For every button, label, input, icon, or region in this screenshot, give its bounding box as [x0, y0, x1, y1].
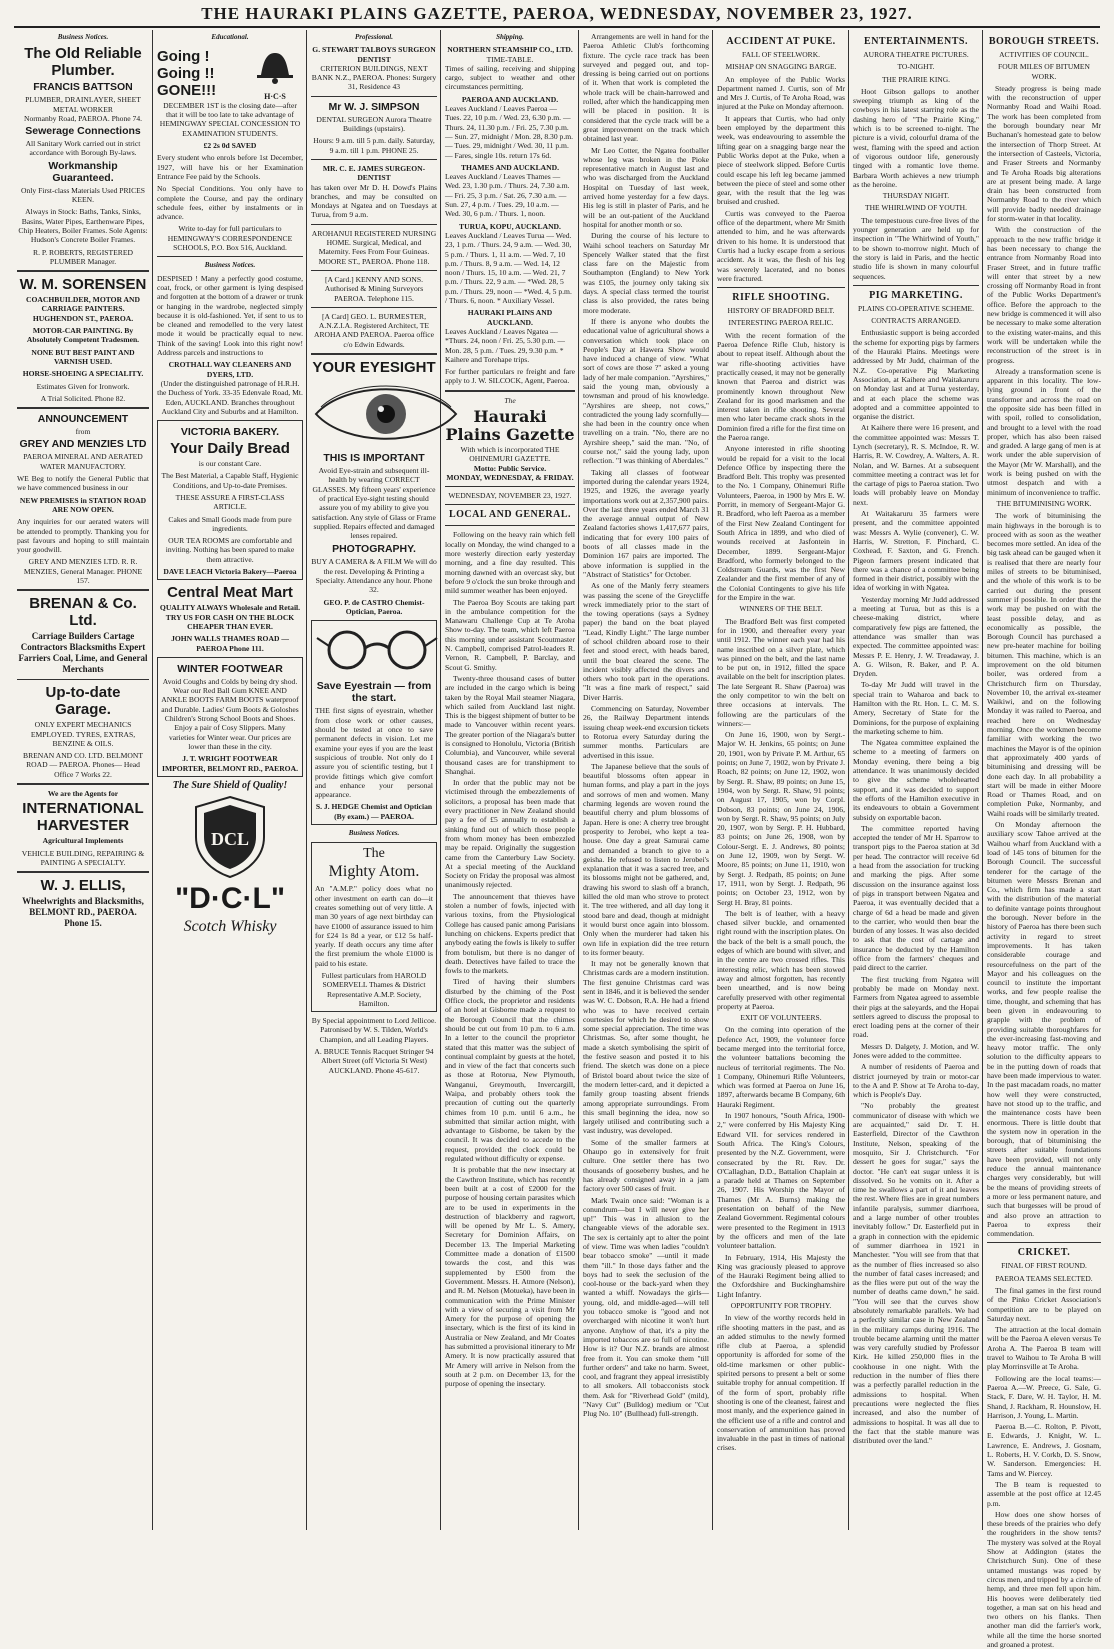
- ad-text: Agricultural Implements: [42, 836, 124, 846]
- ad-text: Write to-day for full particulars to HEMINGWAY'S CORRESPONDENCE SCHOOLS, P.O. Box 516, Auckland.: [167, 224, 293, 253]
- article-paragraph: The tempestuous cure-free lives of the younger generation are held up for inspection in "The Whirlwind of Youth," to be shown to-morrow night. Much of the story is laid in Paris, and the hectic studio life is shown in many colourful sequences.: [853, 215, 979, 281]
- optician-ad: [311, 620, 437, 825]
- section-header: Business Notices.: [204, 261, 256, 270]
- ad-text: OUR TEA ROOMS are comfortable and inviting. Nothing has been spared to make them attractive.: [165, 536, 295, 564]
- article-paragraph: The work of bituminising the main highways in the borough is to proceed with as soon as the weather becomes more settled. An idea of the big task ahead can be gauged when it is realised that there are nearly four miles of streets to be bituminised, and the whole of this work is to be carried out during the present summer if possible. In order that the work may be pushed on with the least possible delay, and as economically as possible, the Borough Council has purchased a new pre-heater machine for boiling bitumen. This machine, which is an improvement on the old bitumen boiler, was ordered from a Christchurch firm on Thursday, November 10, the arrival ex-steamer Waikiwi, and on the following Monday it was railed to Paeroa, and reached here on Wednesday morning. Once the workmen become familiar with working the two machines the Mayor is of the opinion that approximately 400 yards of bituminising and dressing will be done each day. In all probability a start will be made in either Moore Road or Thames Road, and on completion Puke, Normanby, and Waihi roads will be similarly treated.: [987, 511, 1101, 818]
- bakery-ad: [157, 420, 303, 580]
- ad-text: All Sanitary Work carried out in strict accordance with Borough By-laws.: [25, 139, 141, 158]
- ad-text: Scotch Whisky: [183, 918, 277, 936]
- article-paragraph: Arrangements are well in hand for the Paeroa Athletic Club's forthcoming fixture. The cycle race track has been surveyed and pegged out, and top-dressing is being carried out on portions of it. When that work is completed the whole track will be chain-harrowed and rolled, after which the handicapping men will be placed in position. It is considered that the cycle track will be a great improvement on the track which obtained last year.: [583, 32, 709, 144]
- article-paragraph: Taking all classes of footwear imported during the calendar years 1924, 1925, and 1926, the average yearly importations work out at 2,357,900 pairs. Over the last three years ended March 31 the average annual output of New Zealand factories shows 1,417,677 pairs, indicating that for every 100 pairs of boots of all classes made in the Dominion 167 pairs are imported. The above information is supplied in the "Abstract of Statistics" for October.: [583, 467, 709, 579]
- article-paragraph: In order that the public may not be victimised through the embezzlements of solicitors, a proposal has been made that every practitioner in New Zealand should pay a fee of £5 annually to establish a sinking fund out of which those people from whom money has been embezzled may be repaid. Originally the suggestion came from the Canterbury Law Society. At a special meeting of the Auckland Society on Friday the proposal was almost unanimously rejected.: [445, 778, 575, 890]
- divider: [311, 270, 437, 271]
- article-subtitle: FINAL OF FIRST ROUND.: [1001, 1261, 1087, 1271]
- ad-text: ONLY EXPERT MECHANICS EMPLOYED. TYRES, EXTRAS, BENZINE & OILS.: [30, 720, 136, 748]
- issue-date: WEDNESDAY, NOVEMBER 23, 1927.: [448, 491, 572, 501]
- article-paragraph: An employee of the Public Works Department named J. Curtis, son of Mr and Mrs J. Curtis, of Te Aroha Road, was injured at the Puke on Monday afternoon.: [717, 74, 845, 112]
- column-rule: [306, 30, 307, 1530]
- ad-text: S. J. HEDGE Chemist and Optician (By exam.) — PAEROA.: [315, 802, 433, 821]
- article-paragraph: Already a transformation scene is apparent in this locality. The low-lying ground in front of the transformer and across the road on the opposite side has been filled in with spoil, rolled to consolidation, and brought to a level with the road proper, which has also been raised and graded. A large gang of men is at work under the able supervision of the Mayor (Mr W. Marshall), and the work is being pushed on with the utmost despatch and with a minimum of inconvenience to traffic.: [987, 366, 1101, 497]
- article-paragraph: Paeroa B.—C. Rolton, P. Pivott, E. Edwards, J. Knight, W. L. Lawrence, E. Andrews, J. Gosnam, L. Roberts, H. V. Corkb, D. S. Snow, W. Sanderson. Emergencies: H. Tams and W. Piercey.: [987, 1422, 1101, 1478]
- ad-text: A Trial Solicited. Phone 82.: [40, 393, 126, 403]
- article-paragraph: The Ngatea committee explained the scheme to a meeting of farmers on Monday evening, there being a big attendance. It was unanimously decided to give the scheme wholehearted support, and it was decided to support the efforts of the Hamilton executive in its endeavours to obtain a Government subsidy on exportable bacon.: [853, 738, 979, 822]
- ad-text: DESPISED ! Many a perfectly good costume, coat, frock, or other garment is lying despised and forgotten at the bottom of a drawer or trunk or hanging in the wardrobe, neglected simply because it is old-fashioned. Yet, if sent to us to be cleaned and remodelled to the very latest mode it would be practically equal to new. Think of the saving! Look into this right now! Address parcels and instructions to: [157, 273, 303, 358]
- ad-title: NORTHERN STEAMSHIP CO., LTD.: [447, 45, 573, 55]
- article-paragraph: Hoot Gibson gallops to another sweeping triumph as king of the cowboys in his latest starring role as the dashing hero of "The Prairie King," which is to be screened to-night. The picture is a vivid, colourful drama of the west, flaming with the speed and action of vigorous outdoor life, generously tinged with a romantic love theme. Barbara Worth achieves a new triumph as the heroine.: [853, 86, 979, 189]
- ad-text: A. BRUCE Tennis Racquet Stringer 94 Albert Street (off Victoria St West) AUCKLAND. Phone 45-617.: [314, 1047, 434, 1075]
- ad-text: MOTOR-CAR PAINTING. By Absolutely Competent Tradesmen.: [26, 326, 140, 345]
- ad-text: Any inquiries for our aerated waters will be attended to promptly. Thanking you for past favours and hoping to still maintain your goodwill.: [17, 517, 149, 555]
- shield-icon: [190, 793, 270, 879]
- route-title: PAEROA AND AUCKLAND.: [461, 94, 559, 104]
- svg-text:DCL: DCL: [210, 829, 250, 850]
- ad-text: No Special Conditions. You only have to complete the Course, and pay the ordinary schedule fees, either by instalments or in advance.: [157, 184, 303, 222]
- ad-text: Estimates Given for Ironwork.: [36, 381, 130, 391]
- ad-title: G. STEWART TALBOYS SURGEON DENTIST: [312, 45, 436, 64]
- ad-text: has taken over Mr D. H. Dowd's Plains branches, and may be consulted on Mondays at Ngatea and on Tuesdays at Turua, from 9 a.m.: [311, 182, 437, 220]
- article-paragraph: Curtis was conveyed to the Paeroa office of the department, where Mr Smith attended to him, and he was afterwards driven to his home. It is understood that Curtis had a lucky escape from a serious accident. As it was, the flesh of his leg was severely lacerated, and no bones were fractured.: [717, 208, 845, 283]
- ad-title: W. J. ELLIS,: [40, 877, 126, 895]
- column-rule: [440, 30, 441, 1530]
- ad-title: MR. C. E. JAMES SURGEON-DENTIST: [322, 163, 426, 183]
- ad-title: Workmanship Guaranteed.: [48, 159, 118, 184]
- ad-text: PAEROA MINERAL AND AERATED WATER MANUFACTORY.: [23, 452, 143, 471]
- section-header: Shipping.: [496, 33, 524, 41]
- ad-title: Sewerage Connections: [25, 125, 141, 138]
- article-paragraph: In February, 1914, His Majesty the King was graciously pleased to approve of the Hauraki Regiment being allied to the Oxfordshire and Buckinghamshire Light Infantry.: [717, 1252, 845, 1299]
- ad-title: CROTHALL WAY CLEANERS AND DYERS, LTD.: [168, 360, 292, 379]
- route-title: TURUA, KOPU, AUCKLAND.: [459, 221, 561, 231]
- ad-text: WE Beg to notify the General Public that we have commenced business in our: [17, 474, 149, 493]
- column-6: [714, 32, 848, 1530]
- article-paragraph: Mr Leo Cotter, the Ngatea footballer whose leg was broken in the Pioke representative match in August last and who was discharged from the Auckland Hospital on Tuesday of last week, arrived home yesterday for a few days. His leg is still in plaster of Paris, and he will be an out-patient of the Auckland hospital for another month or so.: [583, 145, 709, 229]
- ad-text: Every student who enrols before 1st December, 1927, will have his or her Examination Entrance Fee paid by the Schools.: [157, 153, 303, 181]
- ad-title: Mr W. J. SIMPSON: [328, 100, 420, 113]
- column-rule: [152, 30, 153, 1530]
- article-subtitle: AURORA THEATRE PICTURES.: [863, 50, 969, 59]
- ad-text: TIME-TABLE.: [486, 54, 534, 64]
- divider: [157, 256, 303, 257]
- route-schedule: Leaves Auckland / Leaves Paeroa — Tues. 22, 10 p.m. / Wed. 23, 6.30 p.m. — Thurs. 24, 11.30 p.m. / Fri. 25, 7.30 p.m. — Sun. 27, midnight / Mon. 28, 8.30 p.m. — Tues. 29, midnight / Wed. 30, 11 p.m. — Fares, single 10s. return 17s 6d.: [445, 104, 574, 160]
- article-subtitle: INTERESTING PAEROA RELIC.: [728, 318, 834, 328]
- ad-text: DENTAL SURGEON Aurora Theatre Buildings (upstairs).: [316, 114, 432, 134]
- ad-text: is our constant Care.: [198, 459, 262, 469]
- ad-text: For further particulars re freight and fare apply to J. W. SILCOCK, Agent, Paeroa.: [445, 367, 575, 386]
- ad-text: NONE BUT BEST PAINT AND VARNISH USED.: [31, 347, 135, 366]
- ad-name: FRANCIS BATTSON: [33, 81, 133, 94]
- ad-text: JOHN WALLS THAMES ROAD — PAEROA Phone 111.: [171, 634, 289, 653]
- column-1: [14, 32, 152, 1530]
- hcs-ad-head: [157, 45, 303, 101]
- column-rule: [848, 30, 849, 1530]
- divider: [853, 285, 979, 286]
- glasses-icon: [315, 624, 439, 676]
- article-paragraph: The belt is of leather, with a heavy chased silver buckle, and ornamented right round with the inscription plates. On the back of the belt is a small pouch, the edges of which are bound with silver, and in the centre are two crossed rifles. This interesting relic, which has been stowed away and almost forgotten, has recently been unearthed, and is now being carefully preserved with other regimental property at Paeroa.: [717, 908, 845, 1011]
- divider: [987, 1242, 1101, 1243]
- article-paragraph: The attraction at the local domain will be the Paeroa A eleven versus Te Aroha A. The Paeroa B team will travel to Waihou to Te Aroha B will play Morrinsville at Te Aroha.: [987, 1325, 1101, 1372]
- article-paragraph: On June 16, 1900, won by Sergt.-Major W. H. Jenkins, 65 points; on June 20, 1901, won by Private P. M. Arthur, 65 points; on June 7, 1902, won by Private J. Roach, 82 points; on June 12, 1902, won by Sergt. R. Shaw, 89 points; on June 15, 1904, won by Sergt. R. Shaw, 91 points; on August 17, 1905, won by Corpl. Dobson, 83 points; on June 24, 1906, won by Sergt. R. Shaw, 95 points; on July 20, 1907, won by Sergt. P. H. Hubbard, 83 points; on June 26, 1908, won by Colour-Sergt. E. J. Andrews, 80 points; on June 12, 1909, won by Sergt. W. Moore, 85 points; on June 11, 1910, won by Sergt. J. Redpath, 85 points; on June 17, 1911, won by Sergt. J. Redpath, 96 points; on October 23, 1912, won by Sergt H. Bray, 81 points.: [717, 730, 845, 907]
- article-paragraph: The announcement that thieves have stolen a number of fowls, injected with various toxins, from the Physiological College has caused panic among Parisians lunching on chickens. Experts predict that anybody eating the fowls is likely to suffer from botulism, but there is no danger of death. Detectives have failed to trace the fowls to the markets.: [445, 891, 575, 976]
- column-rule: [712, 30, 713, 1530]
- gazette-motto: Motto: Public Service.: [473, 463, 547, 473]
- article-subtitle: THURSDAY NIGHT.: [882, 191, 950, 201]
- article-paragraph: On the coming into operation of the Defence Act, 1909, the volunteer force became merged into the territorial force, the volunteer battalions becoming the nucleus of territorial regiments. The No. 1 Company, Ohinemuri Rifle Volunteers, which was formed at Paeroa on June 16, 1897, afterwards became B Company, 6th Hauraki Regiment.: [717, 1025, 845, 1109]
- article-paragraph: How does one show horses of these breeds of the prairies who defy the roughriders in the show tents? The mystery was solved at the Royal Show at Addington (states the Christchurch Sun). One of these untamed mustangs was roped by circus men, and tripped by a circle of hemp, and three men fell upon him. His hooves were deliberately tied together, a man sat on his head and two others on his flanks. Then another man did the farrier's work, while all the time the horse snorted and groaned a protest.: [987, 1509, 1101, 1649]
- article-title: CRICKET.: [1017, 1247, 1071, 1259]
- ad-text: Wheelwrights and Blacksmiths, BELMONT RD., PAEROA. Phone 15.: [22, 896, 144, 929]
- ad-text: GREY AND MENZIES LTD. R. R. MENZIES, General Manager. PHONE 157.: [23, 557, 143, 585]
- gazette-text: With which is incorporated THE OHINEMURI GAZETTE.: [460, 444, 560, 464]
- column-rule: [578, 30, 579, 1530]
- column-3: [308, 32, 440, 1530]
- divider: [311, 159, 437, 160]
- footwear-ad: [157, 657, 303, 777]
- section-header: Business Notices.: [348, 829, 400, 838]
- ad-text: By Special appointment to Lord Jellicoe. Patronised by W. S. Tilden, World's Champion, and all Leading Players.: [311, 1016, 437, 1044]
- article-subtitle: WINNERS OF THE BELT.: [739, 604, 823, 614]
- divider: [311, 96, 437, 97]
- divider: [17, 589, 149, 591]
- article-paragraph: Messrs D. Dalgety, J. Motion, and W. Jones were added to the committee.: [853, 1041, 979, 1060]
- article-paragraph: Anyone interested in rifle shooting would be repaid for a visit to the local Defence Office by inspecting there the Bradford Belt. This trophy was presented to the No. 1 Company, Ohinemuri Rifle Volunteers, Paeroa, in 1900 by Mrs E. W. Porritt, in memory of Sergeant-Major G. R. Bradford, who left Paeroa as a member of the First New Zealand Contingent for South Africa in 1899, and who died of wounds received at Jasfontein in December, 1899. Sergeant-Major Bradford, who formerly belonged to the Coldstream Guards, was the first New Zealander and the first member of any of the Colonial Contingents to give his life for the Empire in the war.: [717, 444, 845, 603]
- article-paragraph: Commencing on Saturday, November 26, the Railway Department intends issuing cheap week-end excursion tickets to Rotorua every Saturday during the summer months. Particulars are advertised in this issue.: [583, 704, 709, 760]
- article-subtitle: HISTORY OF BRADFORD BELT.: [727, 306, 835, 316]
- ad-title: Your Daily Bread: [170, 440, 290, 458]
- article-paragraph: Yesterday morning Mr Judd addressed a meeting at Turua, but as this is a cheese-making district, where comparatively few pigs are fattened, the attendance was smaller than was expected. The committee appointed was: Messrs P. E. Henry, J. W. Treadaway, J. A. G. Wilson, R. Baker, and P. A. Dryden.: [853, 594, 979, 679]
- article-paragraph: A number of residents of Paeroa and district journeyed by train or motor-car to the A and P. Show at Te Aroha to-day, which is People's Day.: [853, 1062, 979, 1100]
- route-schedule: Leaves Auckland / Leaves Turua — Wed. 23, 1 p.m. / Thurs. 24, 9 a.m. — Wed. 30, 5 p.m. / Thurs. 1, 11 a.m. — Wed. 7, 10 p.m. / Thurs. 8, 9 a.m. — Wed. 14, 12 noon / Thurs. 15, 10 a.m. — Wed. 21, 7 p.m. / Thurs. 22, 9 a.m. — *Wed. 28, 5 p.m. / Thurs. 29, noon — *Wed. 4, 5 p.m. / Thurs. 6, noon. * Auxiliary Vessel.: [445, 230, 572, 306]
- article-paragraph: Tired of having their slumbers disturbed by the chiming of the Post Office clock, the proprietor and residents of an hotel at Gisborne made a request to the Borough Council that the chimes should be cut out from 10 p.m. to 6 a.m. In a letter to the council the proprietor stated that this matter was the subject of continual complaint by guests at the hotel, and in view of the fact that concerts such as those at Rotorua, New Plymouth, Wanganui, Greymouth, Invercargill, Waipa, and probably others took the precaution of cutting out the quarterly chimes from 10 p.m. until 6 a.m., he submitted that similar action might, with advantage to Gisborne, be taken by the council. It was decided to accede to the request, provided the clock could be regulated without difficulty or expense.: [445, 977, 575, 1164]
- ad-text: Carriage Builders Cartage Contractors Blacksmiths Expert Farriers Coal, Lime, and General Merchants: [18, 631, 148, 675]
- ad-title: "D·C·L": [174, 882, 286, 916]
- article-paragraph: As one of the Manly ferry steamers was passing the scene of the Greycliffe wreck immediately prior to the start of the towing operations (says a Sydney paper) the band on the boat played "Lead, Kindly Light." The large number of school children aboard rose to their feet and stood erect, with heads bared, until the boat cleared the scene. The incident visibly affected the divers and others who took part in the operations. "It was a fine mark of respect," said Diver Harris.: [583, 581, 709, 702]
- ad-title: The Sure Shield of Quality!: [172, 779, 288, 791]
- ad-text: GEO. P. de CASTRO Chemist-Optician, Paeroa.: [323, 597, 425, 616]
- article-paragraph: Following are the local teams:— Paeroa A.—W. Preece, G. Sale, G. Stack, F. Dare, W. H. Taylor, H. M. Shand, J. Rackham, R. Hounslow, H. Harrison, J. Young, L. Martin.: [987, 1373, 1101, 1420]
- article-paragraph: Enthusiastic support is being accorded the scheme for exporting pigs by farmers of the Hauraki Plains. Meetings were addressed by Mr Judd, chairman of the N.Z. Co-operative Pig Marketing Association, at Kaihere and Waitakaruru on Monday last and at Turua yesterday, and at each place the scheme was adopted and a committee appointed to organise the district.: [853, 328, 979, 422]
- ad-text: Normanby Road, PAEROA. Phone 74.: [23, 113, 143, 123]
- ad-text: The Best Material, a Capable Staff, Hygienic Conditions, and Up-to-date Premises.: [161, 471, 299, 490]
- article-subtitle: PAEROA TEAMS SELECTED.: [995, 1273, 1093, 1283]
- article-paragraph: If there is anyone who doubts the educational value of agricultural shows a conversation which took place on People's Day at Hawera Show would have induced a change of view. "What sort of cows are those ?" asked a young lady of her male companion. "Ayrshires," said the young man, obviously a townsman and proud of his knowledge. "Ayrshires are sheep, not cows," contradicted the young lady scornfully—she had been in the country once when travelling on a train. "No, there are no Ayrshire sheep," said the man. "No, of course not," said the young lady, upon reflection. "I was thinking of Aberdales.": [583, 316, 709, 466]
- ad-text: Times of sailing, receiving and shipping cargo, subject to weather and other circumstances permitting.: [445, 63, 575, 92]
- ad-text: Avoid Coughs and Colds by being dry shod. Wear our Red Ball Gum KNEE AND ANKLE BOOTS FARM BOOTS waterproof and Durable. Ladies' Gum Boots & Goloshes Children's Strong School Boots and Shoes. Enjoy a pair of Cosy Slippers. Many varieties for Winter wear. Our prices are lower than these in the city.: [161, 676, 299, 751]
- ad-text: Hours: 9 a.m. till 5 p.m. daily. Saturday, 9 a.m. till 1 p.m. PHONE 25.: [313, 136, 435, 155]
- divider: [17, 270, 149, 272]
- ad-text: (Under the distinguished patronage of H.R.H. the Duchess of York. 33-35 Edenvale Road, Mt. Eden, AUCKLAND. Branches throughout Auckland City and Suburbs and at Hamilton.: [157, 378, 303, 416]
- ad-text: HORSE-SHOEING A SPECIALITY.: [22, 369, 144, 379]
- column-rule: [982, 30, 983, 1530]
- article-paragraph: Steady progress is being made with the reconstruction of upper Normanby Road and Waihi Road. The work has been completed from the borough boundary near Mr Buchanan's homestead gate to below the intersection of Thorp Street. At the intersection of Casteels, Victoria, and Fraser Streets and Normanby and Te Aroha Roads big alterations are at present being made. A large drain has been constructed from Normanby Road to the river which will provide badly needed drainage for storm-water in that locality.: [987, 83, 1101, 224]
- article-paragraph: In 1907 honours, "South Africa, 1900-2," were conferred by His Majesty King Edward VII. for services rendered in South Africa. The King's Colours, presented by the N.Z. Government, were consecrated by the Rt. Rev. Dr. O'Callaghan, D.D., Battalion Chaplain at a parade held at Thames on September 26, 1907. His Worship the Mayor of Thames (Mr A. Burns) making the presentation on behalf of the New Zealand Government. Regimental colours were presented to the Regiment in 1913 by the officers and men of the late volunteer battalion.: [717, 1111, 845, 1251]
- divider: [17, 679, 149, 680]
- article-paragraph: Some of the smaller farmers at Ohaupo go in extensively for fruit culture. One settler there has two thousands of gooseberry bushes, and he has already consigned away in a jam factory over 500 cases of fruit.: [583, 1137, 709, 1194]
- ad-title: Up-to-date Garage.: [45, 684, 121, 719]
- amp-ad: [311, 842, 437, 1012]
- article-paragraph: On Monday afternoon the auxiliary scow Tahoe arrived at the Waihou wharf from Auckland with a load of 145 tons of bitumen for the Borough Council. The successful tenderer for the cartage of the bitumen were Messrs Brenan and Co., which firm has made a start with the distribution of the material to definite vantage points throughout the borough. Never before in the history of Paeroa has there been such activity in regard to street improvements. It has taken considerable courage and resourcefulness on the part of the Mayor and his colleagues on the council to institute the important works, and few people realise the time, thought, and scheming that has been given in endeavouring to grapple with the problem of providing suitable thoroughfares for the ever-increasing fast-moving and heavy motor traffic. The only solution to the difficulty appears to be in the putting down of roads that have been made impervious to water. In the past macadam roads, no matter how well they were constructed, have not stood up to the traffic, and the maintenance costs have been enormous. There is little doubt that the system now in operation in the borough, that of bituminising the streets after suitable foundations have been provided, will not only reduce the annual maintenance charges very considerably, but will be the means of providing streets of a more or less permanent nature, and such that burgesses will be proud of and also prove an attraction to Paeroa to express their commendation.: [987, 820, 1101, 1239]
- ad-text: Avoid Eye-strain and subsequent ill-health by wearing CORRECT GLASSES. My fifteen years' experience of practical Eye-sight testing should assure you of my ability to give you satisfaction. Any style of Glass or Frame supplied. Repairs effected and damaged lenses repaired.: [312, 466, 436, 541]
- ad-text: [A Card] GEO. L. BURMESTER, A.N.Z.I.A. Registered Architect, TE AROHA AND PAEROA. Paeroa office c/o Edwin Edwards.: [313, 311, 434, 349]
- article-paragraph: The first trucking from Ngatea will probably be made on Monday next. Farmers from Ngatea agreed to assemble their pigs at the saleyards, and the Hopai settlers agreed to discuss the proposal to erect loading pens at the corner of their road.: [853, 974, 979, 1040]
- ad-title: W. M. SORENSEN: [19, 276, 147, 294]
- ad-title: Save Eyestrain — from the start.: [316, 680, 432, 705]
- section-header: Business Notices.: [57, 33, 109, 41]
- article-paragraph: At Waitakaruru 35 farmers were present, and the committee appointed was: Messrs A. Wylie (convener), C. W. Harris, W. Stretton, F. Pinchard, C. Coxhead, F. Saxton, and G. French. Pigeon farmers present indicated that there was a chance of a committee being formed in their district, possibly with the idea of working in with Ngatea.: [853, 509, 979, 593]
- masthead-the: The: [504, 395, 516, 405]
- eye-icon: [311, 379, 461, 449]
- ad-text: AROHANUI REGISTERED NURSING HOME. Surgical, Medical, and Maternity. Fees From Four Guineas. MOORE ST., PAEROA. Phone 118.: [311, 228, 437, 266]
- ad-text: THE first signs of eyestrain, whether from close work or other causes, should be tested at once to save permanent defects in vision. Let me examine your eyes if you are the least suspicious of trouble. Not only do I assure you of scientific testing, but I provide fittings which give comfort and enhance your personal appearance.: [315, 706, 433, 800]
- divider: [445, 525, 575, 526]
- masthead: THE HAURAKI PLAINS GAZETTE, PAEROA, WEDNESDAY, NOVEMBER 23, 1927.: [201, 4, 913, 23]
- ad-title: INTERNATIONAL HARVESTER: [22, 800, 144, 835]
- article-paragraph: The committee reported having accepted the tender of Mr H. Sparrow to transport pigs to the Paeroa station at 3d per head. The contractor will receive 6d a head from the association for trucking and marking the pigs. After some discussion on the insurance against loss of pigs in transport between Ngatea and Paeroa, it was eventually decided that a charge of 6d a head be made and given to the carrier, who would then bear the burden of any losses. It was also decided to ask that the cost of cartage and insurance be deducted by the Hamilton office from the farmers' cheques and paid direct to the carrier.: [853, 823, 979, 973]
- ad-text: Fullest particulars from HAROLD SOMERVELL Thames & District Representative A.M.P. Society, Hamilton.: [321, 971, 427, 1008]
- ad-title: BRENAN & Co. Ltd.: [29, 595, 137, 630]
- ad-title: Going ! Going !! GONE!!!: [157, 47, 217, 99]
- ad-title: VICTORIA BAKERY.: [180, 426, 280, 439]
- ad-text: PLUMBER, DRAINLAYER, SHEET METAL WORKER: [25, 95, 141, 114]
- route-title: THAMES AND AUCKLAND.: [460, 162, 560, 172]
- ad-text: BUY A CAMERA & A FILM We will do the rest. Developing & Printing a Specialty. Attendance any hour. Phone 32.: [311, 557, 437, 595]
- article-subtitle: ACTIVITIES OF COUNCIL.: [999, 50, 1089, 59]
- ad-title: PHOTOGRAPHY.: [332, 543, 416, 556]
- ad-text: NEW PREMISES in STATION ROAD ARE NOW OPEN.: [19, 495, 147, 514]
- divider: [311, 307, 437, 308]
- ad-title: Central Meat Mart: [167, 584, 293, 602]
- hcs-logo: [247, 45, 303, 101]
- ad-text: Cakes and Small Goods made from pure ingredients.: [168, 514, 292, 533]
- article-subtitle: OPPORTUNITY FOR TROPHY.: [730, 1301, 832, 1310]
- route-schedule: Leaves Auckland / Leaves Thames — Wed. 23, 1.30 p.m. / Thurs. 24, 7.30 a.m. — Fri. 25, 3 p.m. / Sat. 26, 7.30 a.m. — Sun. 27, 4 p.m. / Tues. 29, 10 a.m. — Wed. 30, 6 p.m. / Thurs. 1, noon.: [445, 172, 570, 219]
- article-paragraph: "No probably the greatest communicator of disease with which we are acquainted," said Dr. T. H. Easterfield, Director of the Cawthron Institute, Nelson, speaking of the mosquito, Sir J. Christchurch. "For dessert he goes for sugar," says the doctor. "He can't eat sugar unless it is dissolved. So he vomits on it. After a time he swallows a part of it and leaves the rest. Where flies are in great numbers infantile paralysis, summer diarrhoea, and a large number of other troubles inevitably follow." Dr. Easterfield put in a graph in connection with the epidemic of summer diarrhoea in 1921 in Manchester. "You will see from that that as the number of flies increased so also the number of fatal cases increased; and as the flies were put out of the way the number of deaths came down," he said. "You will see that the curves show absolutely remarkable parallels. We had a perfectly similar case in New Zealand in the military camps during 1916. The trouble became alarming until the matter was very carefully studied by Professor Kirk. He killed 250,000 flies in the cookhouse in one night. With the reduction in the number of flies there was a perfectly parallel reduction in the admissions to hospital. When precautions were neglected the flies increased, and also the number of admissions to hospital. It was all due to the fact that the stable manure was distributed over the land.": [853, 1101, 979, 1446]
- section-header: Educational.: [211, 33, 249, 41]
- article-paragraph: The B team is requested to assemble at the post office at 12.45 p.m.: [987, 1479, 1101, 1508]
- article-title: PIG MARKETING.: [869, 289, 963, 301]
- ad-title: Mighty Atom.: [328, 863, 420, 881]
- bell-icon: [247, 45, 303, 89]
- gazette-days: MONDAY, WEDNESDAY, & FRIDAY.: [446, 472, 574, 482]
- article-paragraph: The Bradford Belt was first competed for in 1900, and thereafter every year until 1912. The winner each year had his name inscribed on a silver plate, which was pinned on the belt, and the last name to be put on, in 1912, filled the space available on the belt for inscription plates. The late Sergeant R. Shaw (Paeroa) was the only competitor to win the belt on three occasions at intervals. The following are the particulars of the winners:—: [717, 616, 845, 728]
- ad-text: VEHICLE BUILDING, REPAIRING & PAINTING A SPECIALTY.: [21, 848, 145, 867]
- route-schedule: Leaves Auckland / Leaves Ngatea — *Thurs. 24, noon / Fri. 25, 5.30 p.m. — Mon. 28, 5 p.m. / Tues. 29, 9.30 p.m. * Kaihere and Torehape trips.: [445, 326, 566, 364]
- article-paragraph: The Paeroa Boy Scouts are taking part in the ambulance competition for the Manawaru Challenge Cup at Te Aroha Show to-day. The team, which left Paeroa this morning under assistant Scoutmaster N. Campbell, comprised Patrol-leaders R. Vernon, R. Campbell, P. Barclay, and Scout G. Smithy.: [445, 597, 575, 672]
- article-subtitle: THE BITUMINISING WORK.: [996, 498, 1092, 508]
- article-paragraph: It appears that Curtis, who had only been employed by the department this week, was endeavouring to assemble the lifting gear on a snagging barge near the Public Works depot at the Puke, when a piece of steelwork slipped. Before Curtis could escape his left leg became jammed between the piece of steel and some other gear, with the result that the leg was bruised and crushed.: [717, 113, 845, 207]
- ad-text: COACHBUILDER, MOTOR AND CARRIAGE PAINTERS. HUGHENDON ST., PAEROA.: [26, 295, 140, 323]
- ad-text: Always in Stock: Baths, Tanks, Sinks, Basins, Water Pipes, Earthenware Pipes, Chip Heaters, Boiler Frames. Sole Agents: Hudson's Concrete Boiler Frames.: [18, 207, 148, 245]
- ad-title: THIS IS IMPORTANT: [323, 452, 425, 465]
- article-paragraph: To-day Mr Judd will travel in the special train to Waharoa and back to Hamilton with the Rt. Hon. L. C. M. S. Amery, Secretary of State for the Dominions, for the purpose of explaining the marketing scheme to him.: [853, 680, 979, 736]
- ad-text: THESE ASSURE A FIRST-CLASS ARTICLE.: [175, 492, 285, 512]
- ad-title: ANNOUNCEMENT: [37, 413, 129, 426]
- divider: [445, 486, 575, 487]
- article-subtitle: CONTRACTS ARRANGED.: [871, 316, 961, 326]
- divider: [17, 871, 149, 873]
- ad-text: QUALITY ALWAYS Wholesale and Retail. TRY US FOR CASH ON THE BLOCK CHEAPER THAN EVER.: [159, 603, 301, 631]
- masthead-rule: [14, 26, 1100, 28]
- ad-text: £2 2s 0d SAVED: [203, 141, 257, 151]
- ad-title: GREY AND MENZIES LTD: [19, 438, 147, 451]
- article-subtitle: FALL OF STEELWORK.: [742, 50, 820, 59]
- gazette-title: Hauraki Plains Gazette: [445, 406, 575, 444]
- article-subtitle: MISHAP ON SNAGGING BARGE.: [725, 62, 837, 72]
- ad-text: BRENAN AND CO. LTD. BELMONT ROAD — PAEROA. Phones— Head Office 7 Works 22.: [23, 751, 143, 779]
- column-5: [580, 32, 712, 1530]
- ad-text: An "A.M.P." policy does what no other investment on earth can do—it creates something out of very little. A man 30 years of age next birthday can have £1000 of assurance issued to him for £24 1s 8d a year, or £12 5s half-yearly. If death occurs any time after the first premium the whole £1000 is paid to his estate.: [315, 884, 433, 968]
- ad-title: The Old Reliable Plumber.: [24, 45, 142, 80]
- article-subtitle: PLAINS CO-OPERATIVE SCHEME.: [857, 303, 975, 313]
- column-4: [442, 32, 578, 1530]
- article-paragraph: It may not be generally known that Christmas cards are a modern institution. The first genuine Christmas card was sent in 1846, and it is believed the sender was W. C. Dobson, R.A. He had a friend who was to have received certain courtesies for which he desired to show some special appreciation. The time was Christmas. So, after some thought, he made a sketch symbolising the spirit of the festive season and posted it to his friend. The sketch was done on a piece of Bristol board about twice the size of the modern letter-card, and it depicted a family group toasting absent friends among appropriate surroundings. From this small beginning the idea, now so largely utilised and contributing such a vast industry, was developed.: [583, 959, 709, 1136]
- article-paragraph: During the course of his lecture to Waihi school teachers on Saturday Mr Spencely Walker stated that the first class fare on the Majestic from Southampton (England) to New York was £105, the journey only taking six days. A special class termed the tourist class is also provided, the rates being more moderate.: [583, 231, 709, 315]
- ad-text: [A Card.] KENNY AND SONS. Authorised & Mining Surveyors PAEROA. Telephone 115.: [324, 274, 424, 303]
- article-paragraph: At Kaihere there were 16 present, and the committee appointed was: Messrs T. Lynch (secretary), R. S. McIndoe, R. W. Harris, R. W. Cowdrey, A. Walters, A. R. Nolan, and W. Barnes. At a subsequent committee meeting a contract was let for the cartage of pigs to Paeroa station. Two loads will probably leave on Monday next.: [853, 423, 979, 507]
- column-7: [850, 32, 982, 1530]
- ad-text: from: [75, 427, 91, 437]
- article-paragraph: With the construction of the approach to the new traffic bridge it has been necessary to change the entrance from Normanby Road into Fraser Street, and in future traffic will enter that street by a new crossing off Normanby Road in front of the Public Works Department's office. Before the approach to the new bridge is commenced it will also be necessary to make some alteration to the existing water-mains, and this work will be undertaken while the reconstruction of the street is in progress.: [987, 225, 1101, 365]
- logo-text: H·C·S: [264, 91, 286, 101]
- article-paragraph: In view of the worthy records held in rifle shooting matters in the past, and as an added stimulus to the newly formed rifle club at Paeroa, a splendid opportunity is afforded for some of the old-time marksmen or other public-spirited persons to present a belt or some suitable trophy for annual competition. If of the form of sport, probably rifle shooting is one of the cleanest, fairest and most manly, and the experience gained in the efficient use of a rifle and control and conservation of ammunition has proved invaluable in the past in times of national crises.: [717, 1313, 845, 1453]
- article-paragraph: The Japanese believe that the souls of beautiful blossoms often appear in human forms, and play a part in the joys and sorrows of men and women. Many charming legends are woven round the beautiful cherry and plum blossoms of Japan. Here is one: A cherry tree brought prosperity to Jerobei, who kept a tea-house. One day a great Samurai came and demanded a branch to give to a geisha. He refused to listen to Jerobei's explanation that it was a sacred tree, and its blossoms might not be gathered, and, drawing his sword to slash off a branch, killed the old man who strove to protect it. The tree withered, and all day long it stood bare and dead, though at midnight it would burst once again into blossom. Only when the murderer had taken his own life in expiation did the tree return to its former beauty.: [583, 761, 709, 957]
- article-subtitle: FOUR MILES OF BITUMEN WORK.: [998, 62, 1090, 81]
- ad-text: Only First-class Materials Used PRICES KEEN.: [20, 185, 146, 205]
- article-paragraph: With the recent formation of the Paeroa Defence Rifle Club, history is about to repeat itself. Although about the war rifle-shooting activities have practically ceased, it may not be generally known that Paeroa and district was prominently known throughout New Zealand for its good marksmen and the interest taken in rifle shooting. Several men who later became crack shots in the Dominion fired a rifle for the first time on the Paeroa range.: [717, 330, 845, 442]
- divider: [311, 224, 437, 225]
- article-paragraph: The final games in the first round of the Pinko Cricket Association's competition are to be played on Saturday next.: [987, 1286, 1101, 1323]
- ad-text: CRITERION BUILDINGS, NEXT BANK N.Z., PAEROA. Phones: Surgery 31, Residence 43: [311, 63, 437, 92]
- divider: [717, 287, 845, 288]
- column-8: [984, 32, 1104, 1649]
- section-header: Professional.: [355, 33, 393, 41]
- article-title: LOCAL AND GENERAL.: [448, 509, 572, 521]
- ad-text: R. P. ROBERTS, REGISTERED PLUMBER Manager.: [33, 247, 133, 266]
- article-paragraph: It is probable that the new insectary at the Cawthron Institute, which has recently been built at a cost of £2000 for the purpose of housing certain parasites which are to be used in experiments in the destruction of blackberry and ragwort, will be opened by Mr L. S. Amery, Secretary for Dominion Affairs, on December 13. The Imperial Marketing Committee made a donation of £1500 towards the cost, and this was supplemented by £500 from the Government. Messrs. H. Atmore (Nelson), and R. M. Nelson (Motueka), have been in communication with the Prime Minister with a view of securing a visit from Mr Amery for the purpose of opening the insectary, which is the first of its kind in Australia or New Zealand, and Mr Coates has submitted a provisional itinerary to Mr Amery. It is now practically assured that Mr Amery will arrive in Nelson from the south at 2 p.m. on December 13, for the purpose of opening the insectary.: [445, 1165, 575, 1389]
- ad-title: YOUR EYESIGHT: [312, 359, 436, 377]
- article-subtitle: EXIT OF VOLUNTEERS.: [740, 1013, 822, 1023]
- article-subtitle: THE PRAIRIE KING.: [881, 74, 951, 84]
- ad-text: DAVE LEACH Victoria Bakery—Paeroa: [163, 567, 297, 577]
- article-title: BOROUGH STREETS.: [988, 36, 1100, 47]
- article-title: RIFLE SHOOTING.: [732, 292, 830, 304]
- article-title: ACCIDENT AT PUKE.: [726, 36, 836, 47]
- article-subtitle: THE WHIRLWIND OF YOUTH.: [865, 203, 967, 213]
- article-paragraph: Twenty-three thousand cases of butter are included in the cargo which is being taken by the Royal Mail steamer Niagara, which sailed from Auckland last night. This is the biggest shipment of butter to be made to Vancouver within recent years. The greater portion of the Niagara's butter is consigned to Honolulu, Victoria (British Columbia), and Vancouver, while several thousand cases are for transhipment to Shanghai.: [445, 673, 575, 776]
- ad-title: WINTER FOOTWEAR: [177, 662, 283, 675]
- ad-text: We are the Agents for: [47, 789, 119, 799]
- divider: [17, 407, 149, 409]
- column-2: [154, 32, 306, 1530]
- divider: [445, 390, 575, 392]
- ad-text: DECEMBER 1ST is the closing date—after that it will be too late to take advantage of HEMINGWAY SPECIAL CONCESSION TO EXAMINATION STUDENTS.: [159, 100, 301, 138]
- route-title: HAURAKI PLAINS AND AUCKLAND.: [467, 308, 553, 327]
- article-paragraph: Mark Twain once said: "Woman is a conundrum—but I will never give her up!" This was in allusion to the changeable views of the adorable sex. The sex is certainly apt to alter the point of view. Time was when ladies "couldn't bear tobacco smoke" —until it made them "ill." In those days father and the boys had to seek the seclusion of the cool-house or the back-yard when they wanted a whiff. Nowadays the girls—young, old, and middle-aged—will tell you tobacco smoke is "good and not overcharged with nicotine it won't hurt anyone. Anyhow of that, it's a pity the imported tobaccos are so full of nicotine. How is it? Our N.Z. brands are almost free from it. You can smoke them "till further orders" and take no harm. Sweet, cool, and fragrant they appeal irresistibly to all smokers. All tobacconists stock them. Ask for "Riverhead Gold" (mild), "Navy Cut" (Bulldog) medium or "Cut Plug No. 10" (Bullhead) full-strength.: [583, 1195, 709, 1419]
- divider: [311, 353, 437, 355]
- article-subtitle: TO-NIGHT.: [897, 62, 935, 72]
- ad-text: J. T. WRIGHT FOOTWEAR IMPORTER, BELMONT RD., PAEROA.: [162, 754, 298, 773]
- divider: [17, 783, 149, 785]
- article-title: ENTERTAINMENTS.: [864, 36, 968, 47]
- ad-title: The: [363, 846, 385, 862]
- divider: [445, 504, 575, 505]
- article-paragraph: Following on the heavy rain which fell locally on Monday, the wind changed to a more westerly direction early yesterday morning, and a fine day resulted. This morning dawned with an overcast sky, but before 9 o'clock the sun broke through and mild summer weather has been enjoyed.: [445, 530, 575, 596]
